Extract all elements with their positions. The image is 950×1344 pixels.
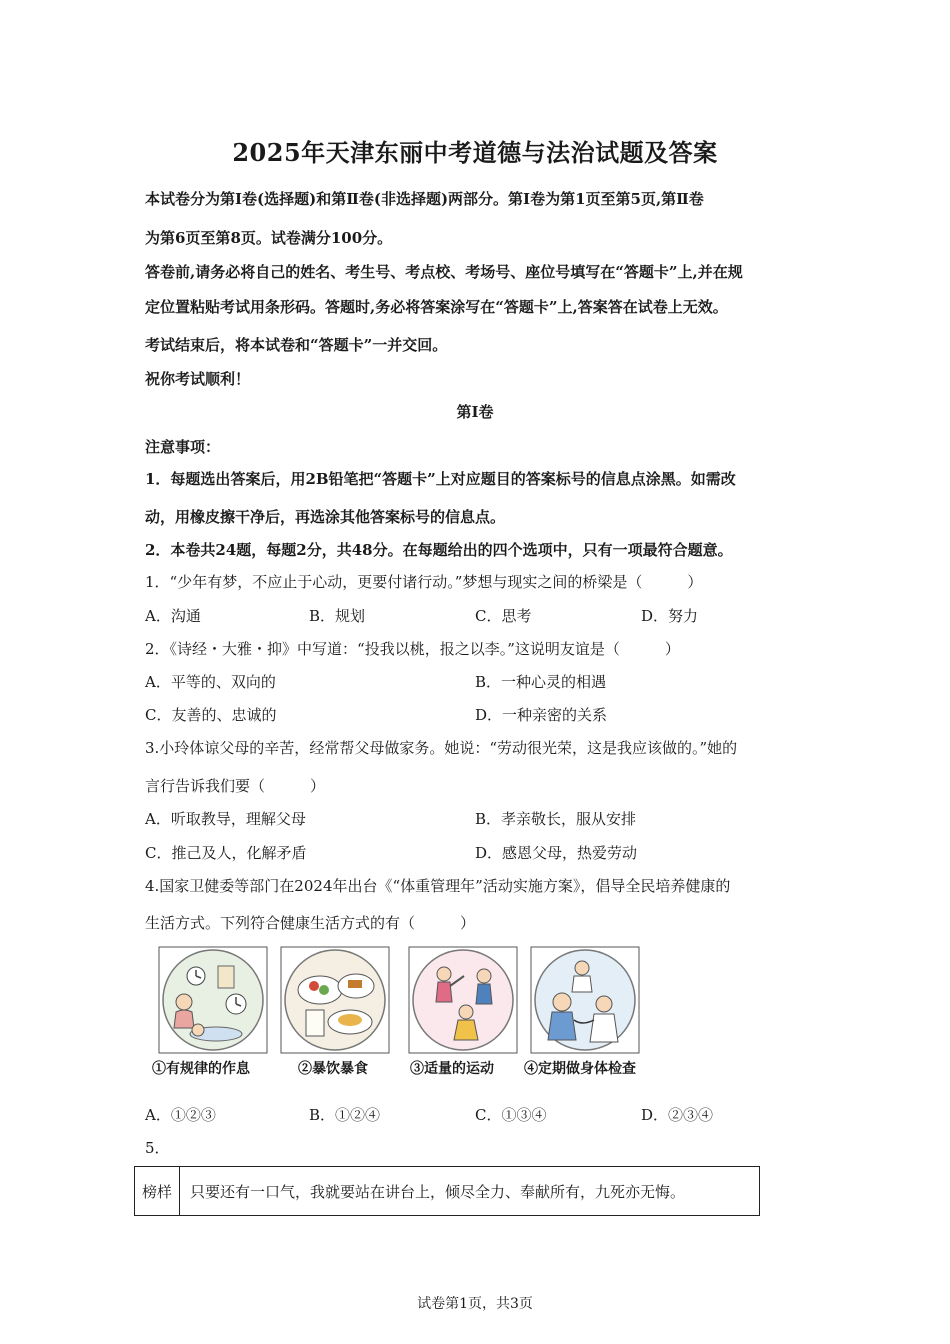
- q1-option-a[interactable]: A．沟通: [145, 607, 201, 625]
- intro-line-2: 为第6页至第8页。试卷满分100分。: [145, 229, 393, 247]
- q4-image-label-2: ②暴饮暴食: [298, 1061, 368, 1077]
- q4-stem-line-2: 生活方式。下列符合健康生活方式的有（ ）: [145, 914, 476, 932]
- notice-line-3: 2．本卷共24题，每题2分，共48分。在每题给出的四个选项中，只有一项最符合题意。: [145, 541, 733, 559]
- overeating-illustration: [280, 946, 390, 1054]
- intro-line-5: 考试结束后，将本试卷和“答题卡”一并交回。: [145, 336, 448, 354]
- q1-option-b[interactable]: B．规划: [309, 607, 366, 625]
- notice-line-1: 1．每题选出答案后，用2B铅笔把“答题卡”上对应题目的答案标号的信息点涂黑。如需改: [145, 470, 736, 488]
- q3-stem-line-2: 言行告诉我们要（ ）: [145, 777, 326, 795]
- intro-line-4: 定位置粘贴考试用条形码。答题时,务必将答案涂写在“答题卡”上,答案答在试卷上无效。: [145, 298, 728, 316]
- section-title: 第Ⅰ卷: [456, 403, 494, 421]
- q5-stem: 5．: [145, 1139, 170, 1157]
- q4-image-label-3: ③适量的运动: [410, 1061, 494, 1077]
- q3-stem-line-1: 3.小玲体谅父母的辛苦，经常帮父母做家务。她说：“劳动很光荣，这是我应该做的。”她的: [145, 739, 738, 757]
- q2-option-d[interactable]: D．一种亲密的关系: [475, 706, 608, 724]
- q2-option-c[interactable]: C．友善的、忠诚的: [145, 706, 277, 724]
- regular-schedule-illustration: [158, 946, 268, 1054]
- q5-material-table: [134, 1166, 760, 1216]
- intro-line-3: 答卷前,请务必将自己的姓名、考生号、考点校、考场号、座位号填写在“答题卡”上,并在规: [145, 263, 743, 281]
- intro-line-1: 本试卷分为第Ⅰ卷(选择题)和第Ⅱ卷(非选择题)两部分。第Ⅰ卷为第1页至第5页,第Ⅱ卷: [145, 190, 704, 208]
- q4-option-d[interactable]: D．②③④: [641, 1106, 714, 1124]
- health-check-illustration: [530, 946, 640, 1054]
- q4-option-b[interactable]: B．①②④: [309, 1106, 381, 1124]
- q4-option-c[interactable]: C．①③④: [475, 1106, 547, 1124]
- q1-option-d[interactable]: D．努力: [641, 607, 699, 625]
- q1-option-c[interactable]: C．思考: [475, 607, 532, 625]
- q1-stem: 1．“少年有梦，不应止于心动，更要付诸行动。”梦想与现实之间的桥梁是（ ）: [145, 573, 703, 591]
- notice-title: 注意事项：: [145, 438, 221, 456]
- q2-option-b[interactable]: B．一种心灵的相遇: [475, 673, 607, 691]
- q3-option-a[interactable]: A．听取教导，理解父母: [145, 810, 306, 828]
- q4-image-label-1: ①有规律的作息: [152, 1061, 250, 1077]
- q3-option-b[interactable]: B．孝亲敬长，服从安排: [475, 810, 637, 828]
- q4-stem-line-1: 4.国家卫健委等部门在2024年出台《“体重管理年”活动实施方案》，倡导全民培养健康的: [145, 877, 731, 895]
- q2-stem: 2．《诗经・大雅・抑》中写道：“投我以桃，报之以李。”这说明友谊是（ ）: [145, 640, 680, 658]
- q4-illustrations: [152, 946, 662, 1086]
- q4-image-label-4: ④定期做身体检查: [524, 1061, 636, 1077]
- q5-table-label: 榜样: [135, 1167, 180, 1216]
- intro-line-6: 祝你考试顺利！: [145, 370, 251, 388]
- notice-line-2: 动，用橡皮擦干净后，再选涂其他答案标号的信息点。: [145, 508, 506, 526]
- q2-option-a[interactable]: A．平等的、双向的: [145, 673, 276, 691]
- exercise-illustration: [408, 946, 518, 1054]
- q5-table-content: 只要还有一口气，我就要站在讲台上，倾尽全力、奉献所有，九死亦无悔。: [180, 1167, 760, 1216]
- q4-option-a[interactable]: A．①②③: [145, 1106, 216, 1124]
- page-footer: 试卷第1页，共3页: [417, 1296, 533, 1312]
- q3-option-d[interactable]: D．感恩父母，热爱劳动: [475, 844, 638, 862]
- q3-option-c[interactable]: C．推己及人，化解矛盾: [145, 844, 307, 862]
- document-title: 2025年天津东丽中考道德与法治试题及答案: [232, 138, 718, 167]
